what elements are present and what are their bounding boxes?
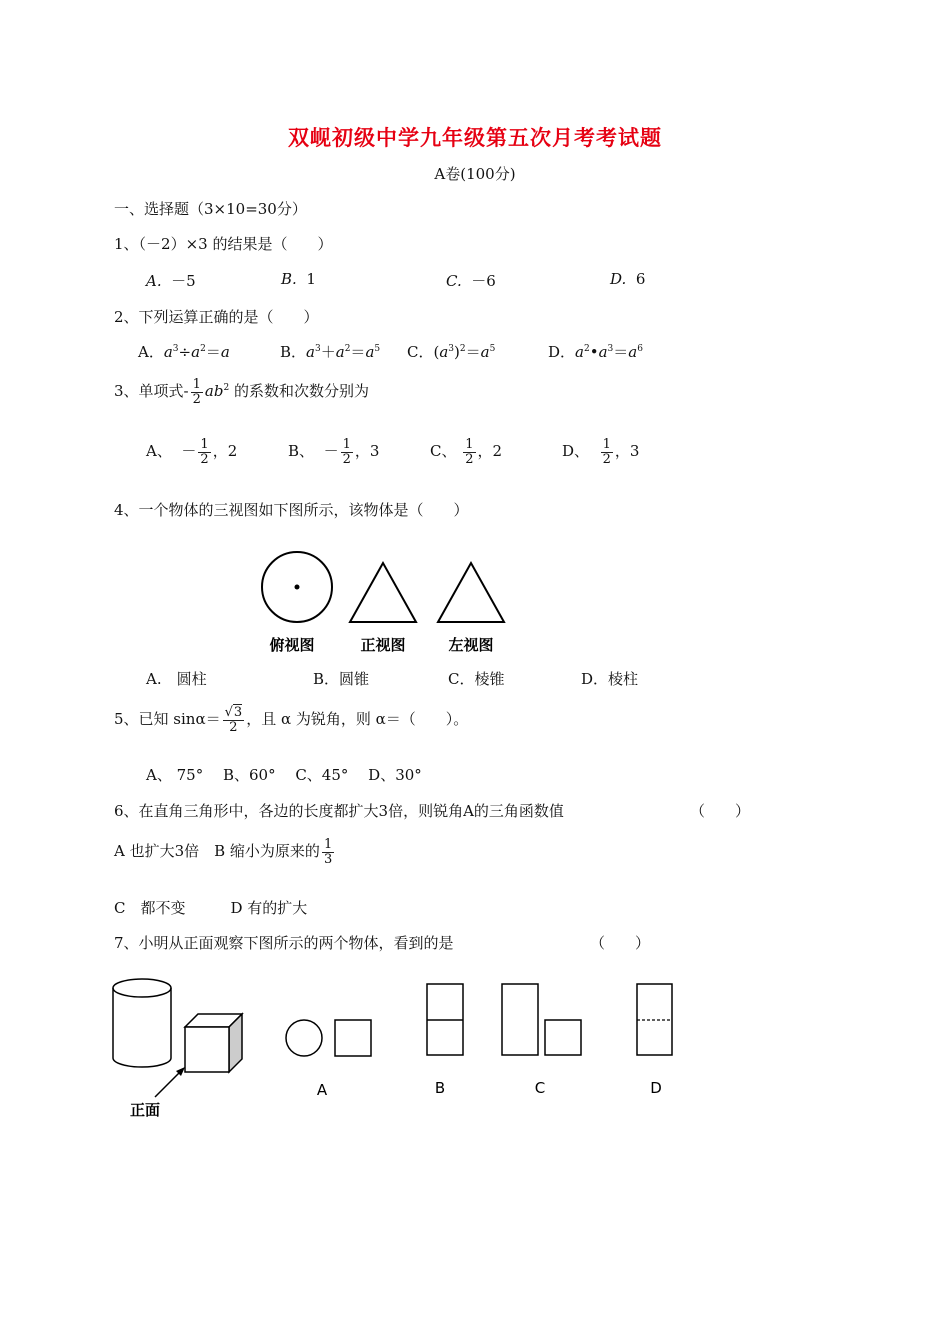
left-view-label: 左视图 — [448, 636, 494, 654]
q1-option-c: C. －6 — [446, 272, 496, 290]
q2-option-d: D．$a^2•a^3=a^6$ — [548, 343, 643, 361]
q1-option-d: D. 6 — [610, 270, 646, 288]
question-7-bracket: （ ） — [590, 934, 651, 952]
q3-option-c: C、 $\frac{1}{2}$ ，2 — [430, 437, 503, 467]
q3-fraction: $\frac{1}{2}$ — [192, 377, 201, 407]
q4-option-c: C．棱锥 — [448, 670, 505, 688]
cube-shape — [185, 1014, 242, 1072]
top-view-label: 俯视图 — [269, 636, 315, 654]
page-subtitle: A卷(100分) — [434, 165, 516, 183]
q4-option-d: D．棱柱 — [581, 670, 639, 688]
question-2-stem: 2、下列运算正确的是（ ） — [114, 308, 319, 326]
top-view-center-dot — [295, 585, 300, 590]
q3-option-d: D、 $\frac{1}{2}$ ，3 — [562, 437, 640, 467]
option-c-square — [545, 1020, 581, 1055]
q5-fraction: $\frac{√3}{2}$ — [224, 705, 243, 735]
option-c-tall-rect — [502, 984, 538, 1055]
q6-options-ab: A 也扩大3倍 B 缩小为原来的 $\frac{1}{3}$ — [114, 837, 333, 867]
page-title: 双岘初级中学九年级第五次月考考试题 — [288, 125, 662, 150]
question-3-stem: 3、单项式- $\frac{1}{2}$ $ab^2$ 的系数和次数分别为 — [114, 377, 369, 407]
left-view-triangle — [438, 563, 504, 622]
question-7-stem: 7、小明从正面观察下图所示的两个物体，看到的是 — [114, 934, 454, 952]
q5-options: A、 75° B、60° C、45° D、30° — [146, 766, 422, 784]
q3-option-a: A、 － $\frac{1}{2}$ ，2 — [146, 437, 238, 467]
q6-options-cd: C 都不变 D 有的扩大 — [114, 899, 308, 917]
section-heading: 一、选择题（3×10=30分） — [114, 200, 307, 218]
q2-option-a: A．$a^3\div a^2=a$ — [138, 343, 230, 361]
question-5-stem: 5、已知 sinα＝ $\frac{√3}{2}$ ，且 α 为锐角，则 α＝（ ）。 — [114, 705, 469, 735]
question-1-stem: 1、（－2）×3 的结果是（ ） — [114, 235, 333, 253]
q1-option-a: A. －5 — [146, 272, 196, 290]
option-b-label: B — [434, 1079, 446, 1097]
option-a-circle — [286, 1020, 322, 1056]
front-label: 正面 — [130, 1101, 161, 1119]
q4-option-a: A. 圆柱 — [146, 670, 207, 688]
q4-option-b: B．圆锥 — [313, 670, 370, 688]
cylinder-shape — [113, 979, 171, 1067]
question-6-bracket: （ ） — [690, 802, 751, 820]
front-view-label: 正视图 — [360, 636, 406, 654]
three-views-figure — [250, 545, 520, 660]
front-arrow — [155, 1070, 182, 1097]
q3-option-b: B、 － $\frac{1}{2}$ ，3 — [288, 437, 380, 467]
q1-option-b: B. 1 — [281, 270, 316, 288]
question-4-stem: 4、一个物体的三视图如下图所示，该物体是（ ） — [114, 501, 469, 519]
question-7-figure — [100, 972, 720, 1127]
question-6-stem: 6、在直角三角形中，各边的长度都扩大3倍，则锐角A的三角函数值 — [114, 802, 564, 820]
q2-option-b: B．$a^3+a^2=a^5$ — [280, 343, 381, 361]
front-view-triangle — [350, 563, 416, 622]
q2-option-c: C．$(a^3)^2=a^5$ — [407, 343, 496, 361]
option-c-label: C — [534, 1079, 546, 1097]
option-a-square — [335, 1020, 371, 1056]
option-a-label: A — [316, 1081, 328, 1099]
option-d-label: D — [650, 1079, 662, 1097]
